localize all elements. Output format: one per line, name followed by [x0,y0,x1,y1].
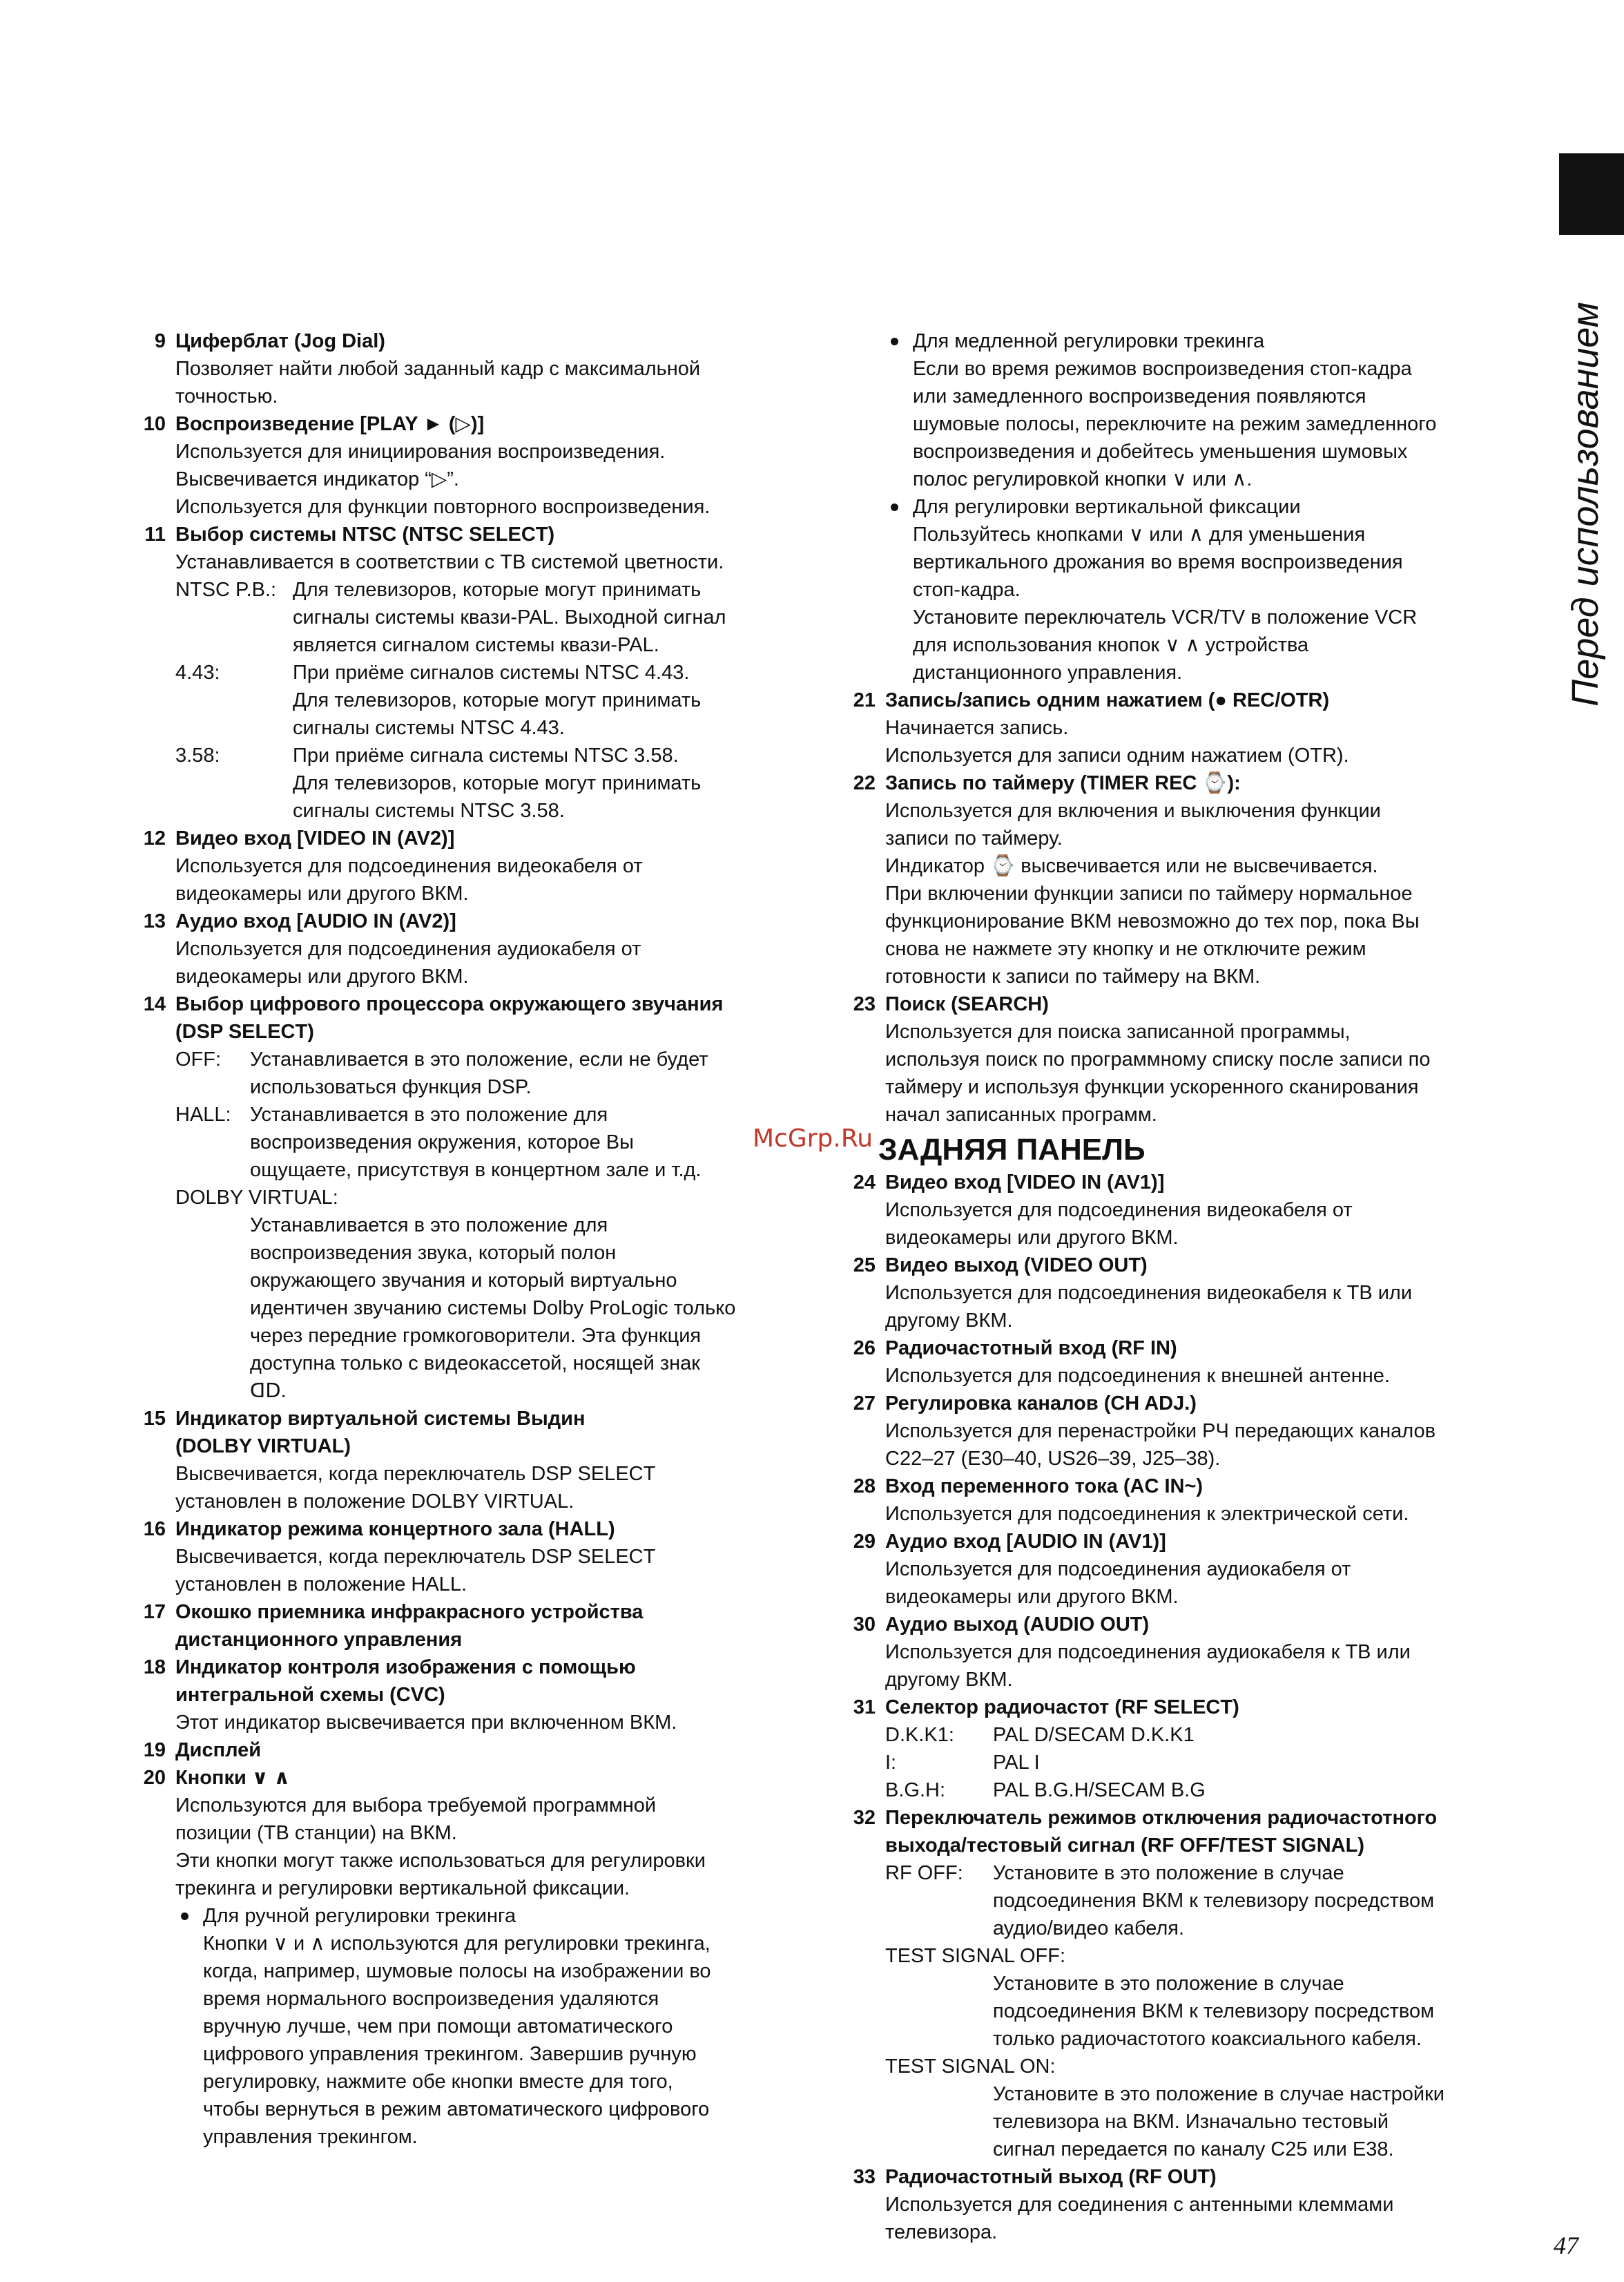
text-line: Используется для подсоединения видеокабеля от [175,855,643,877]
option-key: OFF: [175,1048,222,1071]
item-title-cont: (DOLBY VIRTUAL) [175,1435,351,1457]
option-text-block [885,2080,1548,2163]
section-title: ЗАДНЯЯ ПАНЕЛЬ [878,1133,1146,1167]
text-line: Начинается запись. [885,717,1069,739]
bullet-item [175,1902,838,2151]
text-line: снова не нажмете эту кнопку и не отключите режим [885,938,1366,960]
item-number: 26 [853,1337,876,1359]
option-text: сигналы системы NTSC 4.43. [293,717,565,739]
text-line: видеокамеры или другого ВКМ. [175,883,469,905]
text-line: Высвечивается индикатор “▷”. [175,468,459,490]
option-text: воспроизведения звука, который полон [250,1242,617,1264]
option-key: TEST SIGNAL ON: [885,2055,1056,2078]
text-line: Используется для подсоединения видеокабеля к ТВ или [885,1282,1413,1304]
item-title: 14 Выбор цифрового процессора окружающего звучания [175,990,838,1018]
option-row [175,576,838,659]
option-key: B.G.H: [885,1779,946,1801]
text-line: дистанционного управления. [913,662,1183,684]
option-key: DOLBY VIRTUAL: [175,1187,338,1209]
item-24 [853,1169,1548,1252]
option-text: является сигналом системы квази-PAL. [293,634,659,656]
option-key: 3.58: [175,745,220,767]
text-line: используя поиск по программному списку после записи по [885,1048,1431,1071]
text-line: Индикатор ⌚ высвечивается или не высвечивается. [885,855,1378,877]
text-line: Если во время режимов воспроизведения стоп-кадра [913,358,1412,380]
item-33 [853,2163,1548,2246]
item-title: 26 Радиочастотный вход (RF IN) [885,1334,1548,1362]
text-line: Используется для подсоединения аудиокабеля от [885,1558,1351,1580]
item-23 [853,990,1548,1129]
item-number: 9 [154,330,166,352]
item-number: 16 [143,1518,166,1540]
item-27 [853,1390,1548,1473]
text-line: время нормального воспроизведения удаляются [203,1988,659,2010]
bullet-title: Для регулировки вертикальной фиксации [913,496,1301,518]
item-title: 22 Запись по таймеру (TIMER REC ⌚): [885,769,1548,797]
text-line: установлен в положение DOLBY VIRTUAL. [175,1490,574,1513]
text-line: Эти кнопки могут также использоваться для регулировки [175,1850,706,1872]
section-tab-marker [1559,153,1624,235]
item-title: 23 Поиск (SEARCH) [885,990,1548,1018]
option-row [885,1749,1548,1776]
option-text-block [885,1970,1548,2053]
item-title: 18 Индикатор контроля изображения с помощью [175,1653,838,1681]
page-number: 47 [1554,2232,1578,2259]
item-number: 30 [853,1613,876,1636]
item-number: 12 [143,827,166,850]
option-text: Устанавливается в это положение для [250,1214,608,1236]
item-number: 32 [853,1807,876,1829]
text-line: или замедленного воспроизведения появляются [913,385,1366,408]
item-number: 10 [143,413,166,435]
item-title: 11 Выбор системы NTSC (NTSC SELECT) [175,521,838,548]
text-line: готовности к записи по таймеру на ВКМ. [885,966,1261,988]
item-number: 22 [853,772,876,794]
text-line: функционирование ВКМ невозможно до тех пор, пока Вы [885,910,1420,932]
side-section-label: Перед использованием [1565,302,1606,707]
right-column [853,327,1548,2246]
text-line: установлен в положение HALL. [175,1573,467,1595]
text-line: видеокамеры или другого ВКМ. [175,966,469,988]
item-title-cont: выхода/тестовый сигнал (RF OFF/TEST SIGNAL) [885,1834,1364,1857]
text-line: Пользуйтесь кнопками ∨ или ∧ для уменьшения [913,524,1366,546]
text-line: вертикального дрожания во время воспроизведения [913,551,1403,573]
item-21 [853,687,1548,769]
item-title: 10 Воспроизведение [PLAY ► (▷)] [175,410,838,438]
item-title: 27 Регулировка каналов (CH ADJ.) [885,1390,1548,1417]
item-26 [853,1334,1548,1390]
option-key: HALL: [175,1104,231,1126]
option-text: ощущаете, присутствуя в концертном зале и т.д. [250,1159,702,1181]
option-row [175,659,838,742]
text-line: таймеру и используя функции ускоренного сканирования [885,1076,1419,1098]
item-title: 17 Окошко приемника инфракрасного устройства [175,1598,838,1626]
text-line: цифрового управления трекингом. Завершив ручную [203,2043,697,2065]
option-text: аудио/видео кабеля. [993,1917,1185,1939]
text-line: Установите переключатель VCR/TV в положение VCR [913,606,1418,629]
option-text: сигналы системы квази-PAL. Выходной сигнал [293,606,726,629]
item-number: 33 [853,2166,876,2188]
option-text: телевизора на ВКМ. Изначально тестовый [993,2111,1389,2133]
option-row [175,1046,838,1101]
text-line: управления трекингом. [203,2126,418,2148]
option-row [175,742,838,825]
text-line: когда, например, шумовые полосы на изображении во [203,1960,711,1982]
bullet-title: Для медленной регулировки трекинга [913,330,1265,352]
item-number: 21 [853,689,876,711]
item-title: 24 Видео вход [VIDEO IN (AV1)] [885,1169,1548,1196]
item-title: 15 Индикатор виртуальной системы Выдин [175,1405,838,1432]
option-row [885,1859,1548,1942]
item-32 [853,1804,1548,2163]
item-number: 13 [143,910,166,932]
text-line: трекинга и регулировки вертикальной фиксации. [175,1877,630,1899]
text-line: видеокамеры или другого ВКМ. [885,1586,1179,1608]
text-line: Используется для подсоединения аудиокабеля от [175,938,641,960]
option-text-block [175,1211,838,1405]
item-number: 28 [853,1475,876,1497]
item-31 [853,1694,1548,1804]
option-key: NTSC P.B.: [175,579,277,601]
item-title: 29 Аудио вход [AUDIO IN (AV1)] [885,1528,1548,1555]
option-row [885,1776,1548,1804]
item-number: 25 [853,1254,876,1276]
option-text: Для телевизоров, которые могут принимать [293,579,702,601]
item-title-cont: интегральной схемы (CVC) [175,1684,445,1706]
item-number: 19 [143,1739,166,1761]
option-text: только радиочастотого коаксиального кабеля. [993,2028,1422,2050]
option-text: Установите в это положение в случае настройки [993,2083,1444,2105]
text-line: Используется для перенастройки РЧ передающих каналов [885,1420,1436,1442]
text-line: воспроизведения и добейтесь уменьшения шумовых [913,441,1408,463]
text-line: Высвечивается, когда переключатель DSP SELECT [175,1463,656,1485]
text-line: Используются для выбора требуемой программной [175,1794,657,1816]
text-line: Используется для подсоединения к внешней антенне. [885,1365,1390,1387]
option-text: сигналы системы NTSC 3.58. [293,800,565,822]
text-line: Используется для записи одним нажатием (OTR). [885,745,1349,767]
bullet-item [885,493,1548,687]
item-title: 25 Видео выход (VIDEO OUT) [885,1252,1548,1279]
text-line: чтобы вернуться в режим автоматического цифрового [203,2098,710,2120]
option-text: подсоединения ВКМ к телевизору посредством [993,2000,1435,2022]
option-text: использоваться функция DSP. [250,1076,532,1098]
option-text: ᗡᗞ. [250,1380,287,1402]
option-text: При приёме сигнала системы NTSC 3.58. [293,745,679,767]
text-line: Используется для поиска записанной программы, [885,1021,1351,1043]
item-title: 13 Аудио вход [AUDIO IN (AV2)] [175,908,838,935]
text-line: стоп-кадра. [913,579,1021,601]
item-number: 20 [143,1767,166,1789]
text-line: полос регулировкой кнопки ∨ или ∧. [913,468,1253,490]
item-11 [144,521,838,825]
item-title: 30 Аудио выход (AUDIO OUT) [885,1611,1548,1638]
option-text: При приёме сигналов системы NTSC 4.43. [293,662,690,684]
watermark: McGrp.Ru [753,1124,873,1153]
item-14 [143,990,838,1405]
text-line: Используется для подсоединения видеокабеля от [885,1199,1353,1221]
option-text: PAL D/SECAM D.K.K1 [993,1724,1195,1746]
item-30 [853,1611,1548,1694]
text-line: Кнопки ∨ и ∧ используются для регулировки трекинга, [203,1933,710,1955]
option-key: D.K.K1: [885,1724,954,1746]
option-text: идентичен звучанию системы Dolby ProLogic только [250,1297,736,1319]
option-key: TEST SIGNAL OFF: [885,1945,1066,1967]
option-text: Устанавливается в это положение для [250,1104,608,1126]
bullet-title: Для ручной регулировки трекинга [203,1905,516,1927]
item-number: 31 [853,1696,876,1718]
text-line: другому ВКМ. [885,1310,1013,1332]
item-28 [853,1473,1548,1528]
text-line: для использования кнопок ∨ ∧ устройства [913,634,1309,656]
item-number: 14 [143,993,166,1015]
option-text: подсоединения ВКМ к телевизору посредством [993,1890,1435,1912]
item-title: 19 Дисплей [175,1736,838,1764]
text-line: вручную лучше, чем при помощи автоматического [203,2015,673,2038]
text-line: шумовые полосы, переключите на режим замедленного [913,413,1437,435]
text-line: позиции (ТВ станции) на ВКМ. [175,1822,457,1844]
text-line: точностью. [175,385,278,408]
option-text: доступна только с видеокассетой, носящей знак [250,1352,700,1374]
bullet-item [885,327,1548,493]
option-key: 4.43: [175,662,220,684]
text-line: Используется для подсоединения к электрической сети. [885,1503,1409,1525]
option-text: PAL B.G.H/SECAM B.G [993,1779,1206,1801]
text-line: видеокамеры или другого ВКМ. [885,1227,1179,1249]
option-text: окружающего звучания и который виртуально [250,1269,677,1292]
text-line: Устанавливается в соответствии с ТВ системой цветности. [175,551,724,573]
text-line: Используется для соединения с антенными клеммами [885,2194,1394,2216]
option-text: Для телевизоров, которые могут принимать [293,689,702,711]
item-title: 16 Индикатор режима концертного зала (HALL) [175,1515,838,1543]
item-17 [143,1598,838,1653]
item-number: 27 [853,1392,876,1415]
text-line: Этот индикатор высвечивается при включенном ВКМ. [175,1712,677,1734]
item-number: 18 [143,1656,166,1678]
item-title: 28 Вход переменного тока (AC IN~) [885,1473,1548,1500]
text-line: регулировку, нажмите обе кнопки вместе для того, [203,2071,673,2093]
item-title: 20 Кнопки ∨ ∧ [175,1764,838,1792]
item-title-cont: (DSP SELECT) [175,1021,314,1043]
text-line: При включении функции записи по таймеру нормальное [885,883,1413,905]
item-10 [143,410,838,521]
option-text: Для телевизоров, которые могут принимать [293,772,702,794]
item-12 [143,825,838,908]
item-22 [853,769,1548,990]
item-29 [853,1528,1548,1611]
item-title: 33 Радиочастотный выход (RF OUT) [885,2163,1548,2191]
item-15 [143,1405,838,1515]
option-key: RF OFF: [885,1862,963,1884]
item-13 [143,908,838,990]
text-line: Используется для подсоединения аудиокабеля к ТВ или [885,1641,1411,1663]
option-text: Установите в это положение в случае [993,1862,1344,1884]
option-text: сигнал передается по каналу C25 или E38. [993,2138,1394,2160]
option-row [175,1101,838,1184]
option-text: Устанавливается в это положение, если не будет [250,1048,708,1071]
item-title: 21 Запись/запись одним нажатием (● REC/OTR) [885,687,1548,714]
text-line: C22–27 (E30–40, US26–39, J25–38). [885,1448,1221,1470]
item-20 [143,1764,838,2151]
option-text: через передние громкоговорители. Эта функция [250,1325,702,1347]
item-title: 32 Переключатель режимов отключения радиочастотного [885,1804,1548,1832]
item-25 [853,1252,1548,1334]
item-16 [143,1515,838,1598]
text-line: начал записанных программ. [885,1104,1157,1126]
option-key: I: [885,1752,897,1774]
item-title: 12 Видео вход [VIDEO IN (AV2)] [175,825,838,852]
item-title: 31 Селектор радиочастот (RF SELECT) [885,1694,1548,1721]
text-line: телевизора. [885,2221,998,2243]
item-18 [143,1653,838,1736]
item-number: 17 [143,1601,166,1623]
item-title: 9 Циферблат (Jog Dial) [175,327,838,355]
item-9 [154,327,838,410]
item-number: 23 [853,993,876,1015]
item-19 [143,1736,838,1764]
item-number: 15 [143,1408,166,1430]
option-text: Установите в это положение в случае [993,1973,1344,1995]
text-line: Используется для инициирования воспроизведения. [175,441,666,463]
text-line: Высвечивается, когда переключатель DSP SELECT [175,1546,656,1568]
text-line: записи по таймеру. [885,827,1063,850]
item-number: 24 [853,1171,876,1193]
option-row [885,1721,1548,1749]
item-title-cont: дистанционного управления [175,1629,463,1651]
left-column [143,327,838,2151]
text-line: Используется для функции повторного воспроизведения. [175,496,710,518]
item-number: 29 [853,1531,876,1553]
text-line: Позволяет найти любой заданный кадр с максимальной [175,358,701,380]
option-text: PAL I [993,1752,1040,1774]
option-text: воспроизведения окружения, которое Вы [250,1131,634,1153]
item-number: 11 [144,524,166,546]
text-line: другому ВКМ. [885,1669,1013,1691]
text-line: Используется для включения и выключения функции [885,800,1381,822]
